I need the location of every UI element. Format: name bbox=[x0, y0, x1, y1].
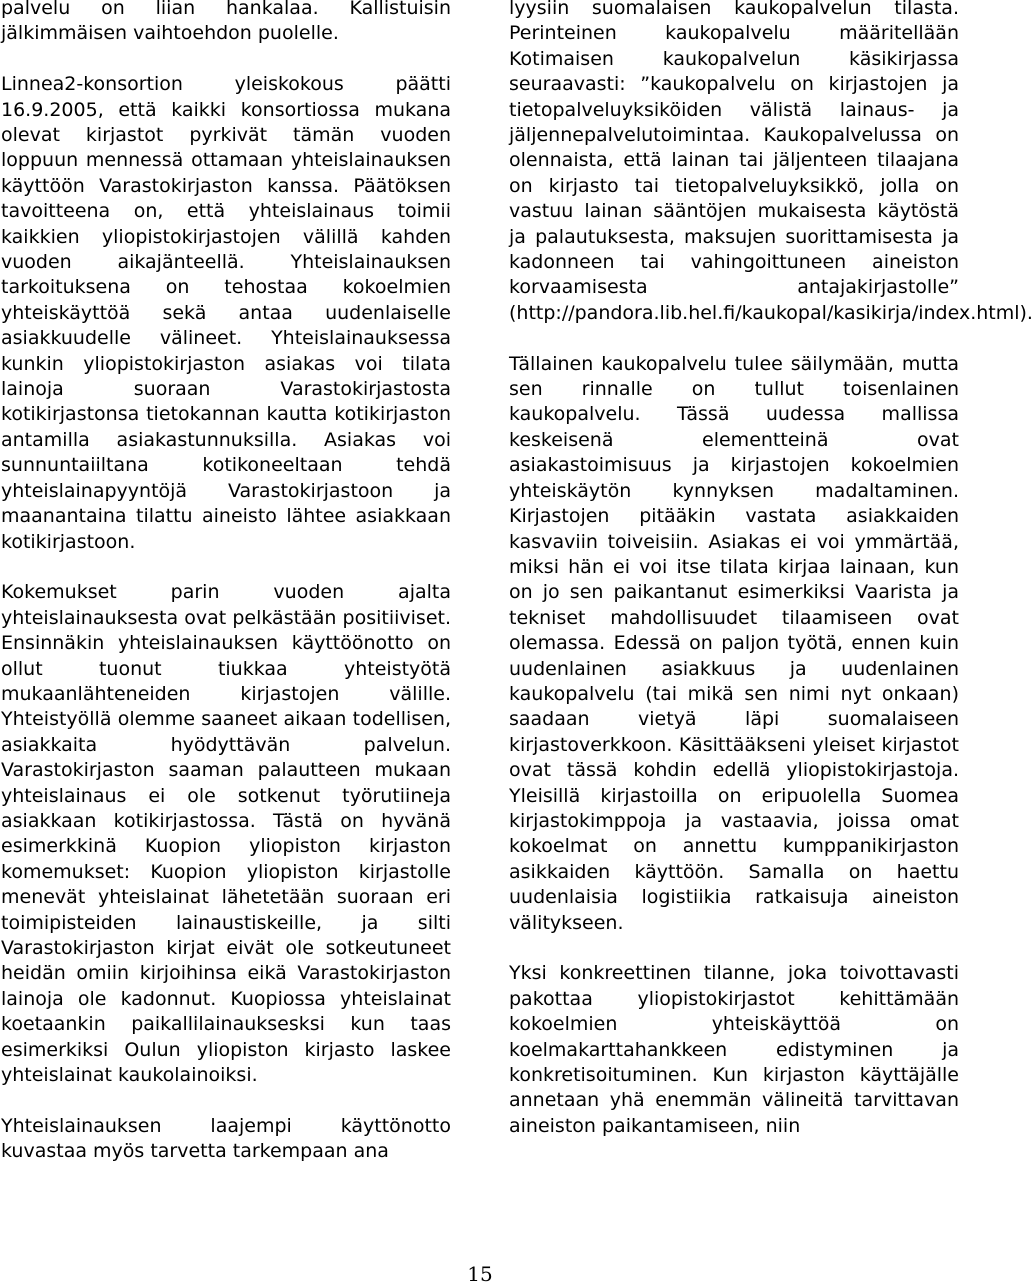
right-paragraph-3: Yksi konkreettinen tilanne, joka toivottavasti pakottaa yliopistokirjastot kehittämään kokoelmien yhteiskäyttöä on koelmakarttahankkeen edistyminen ja konkretisoituminen. Kun kirjaston käyttäjälle annetaan yhä enemmän välineitä tarvittavan aineiston paikantamiseen, niin bbox=[509, 962, 959, 1137]
page-number: 15 bbox=[467, 1262, 493, 1286]
left-paragraph-4: Yhteislainauksen laajempi käyttönotto kuvastaa myös tarvetta tarkempaan ana bbox=[1, 1114, 451, 1163]
right-paragraph-2: Tällainen kaukopalvelu tulee säilymään, mutta sen rinnalle on tullut toisenlainen kaukopalvelu. Tässä uudessa mallissa keskeisenä elementteinä ovat asiakastoimisuus ja kirjastojen kokoelmien yhteiskäytön kynnyksen madaltaminen. Kirjastojen pitääkin vastata asiakkaiden kasvaviin toiveisiin. Asiakas ei voi ymmärtää, miksi hän ei voi itse tilata kirjaa lainaan, kun on jo sen paikantanut esimerkiksi Vaarista ja tekniset mahdollisuudet tilaamiseen ovat olemassa. Edessä on paljon työtä, ennen kuin uudenlainen asiakkuus ja uudenlainen kaukopalvelu (tai mikä sen nimi nyt onkaan) saadaan vietyä läpi suomalaiseen kirjastoverkkoon. Käsittääkseni yleiset kirjastot ovat tässä kohdin edellä yliopistokirjastoja. Yleisillä kirjastoilla on eripuolella Suomea kirjastokimppoja ja vastaavia, joissa omat kokoelmat on annettu kumppanikirjaston asikkaiden käyttöön. Samalla on haettu uudenlaisia logistiikia ratkaisuja aineiston välitykseen. bbox=[509, 352, 959, 934]
right-paragraph-1: lyysiin suomalaisen kaukopalvelun tilasta. Perinteinen kaukopalvelu määritellään Kotimaisen kaukopalvelun käsikirjassa seuraavasti: ”kaukopalvelu on kirjastojen ja tietopalveluyksiköiden välistä lainaus- ja jäljennepalvelutoimintaa. Kaukopalvelussa on olennaista, että lainan tai jäljenteen tilaajana on kirjasto tai tietopalveluyksikkö, jolla on vastuu lainan sääntöjen mukaisesta käytöstä ja palautuksesta, maksujen suorittamisesta ja kadonneen tai vahingoittuneen aineiston korvaamisesta antajakirjastolle” (http://pandora.lib.hel.fi/kaukopal/kasikirja/index.html). bbox=[509, 0, 1033, 324]
left-paragraph-3: Kokemukset parin vuoden ajalta yhteislainauksesta ovat pelkästään positiiviset. Ensinnäkin yhteislainauksen käyttöönotto on ollut tuonut tiukkaa yhteistyötä mukaanlähteneiden kirjastojen välille. Yhteistyöllä olemme saaneet aikaan todellisen, asiakkaita hyödyttävän palvelun. Varastokirjaston saaman palautteen mukaan yhteislainaus ei ole sotkenut työrutiineja asiakkaan kotikirjastossa. Tästä on hyvänä esimerkkinä Kuopion yliopiston kirjaston komemukset: Kuopion yliopiston kirjastolle menevät yhteislainat lähetetään suoraan eri toimipisteiden lainaustiskeille, ja silti Varastokirjaston kirjat eivät ole sotkeutuneet heidän omiin kirjoihinsa eikä Varastokirjaston lainoja ole kadonnut. Kuopiossa yhteislainat koetaankin paikallilainauksesksi kun taas esimerkiksi Oulun yliopiston kirjasto laskee yhteislainat kaukolainoiksi. bbox=[1, 581, 451, 1087]
left-paragraph-1: palvelu on liian hankalaa. Kallistuisin jälkimmäisen vaihtoehdon puolelle. bbox=[1, 0, 451, 45]
right-column bbox=[509, 0, 1033, 1139]
left-paragraph-2: Linnea2-konsortion yleiskokous päätti 16.9.2005, että kaikki konsortiossa mukana olevat kirjastot pyrkivät tämän vuoden loppuun mennessä ottamaan yhteislainauksen käyttöön Varastokirjaston kanssa. Päätöksen tavoitteena on, että yhteislainaus toimii kaikkien yliopistokirjastojen välillä kahden vuoden aikajänteellä. Yhteislainauksen tarkoituksena on tehostaa kokoelmien yhteiskäyttöä sekä antaa uudenlaiselle asiakkuudelle välineet. Yhteislainauksessa kunkin yliopistokirjaston asiakas voi tilata lainoja suoraan Varastokirjastosta kotikirjastonsa tietokannan kautta kotikirjaston antamilla asiakastunnuksilla. Asiakas voi sunnuntaiiltana kotikoneeltaan tehdä yhteislainapyyntöjä Varastokirjastoon ja maanantaina tilattu aineisto lähtee asiakkaan kotikirjastoon. bbox=[1, 73, 451, 553]
left-column bbox=[1, 0, 451, 1165]
